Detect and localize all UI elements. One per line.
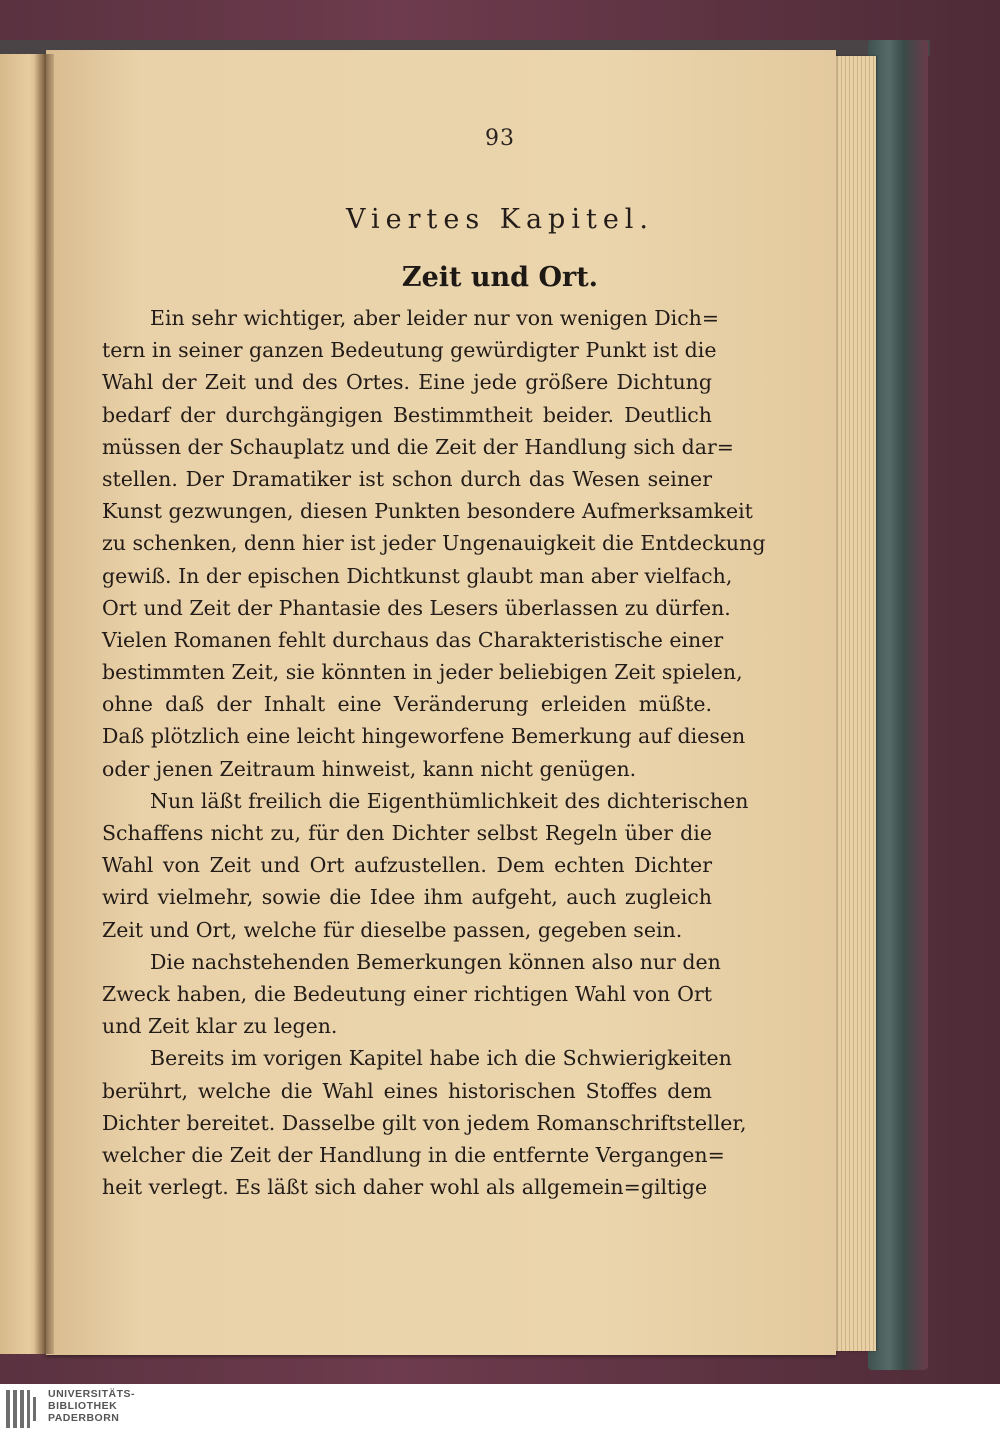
text-line: Die nachstehenden Bemerkungen können also nur den — [150, 949, 721, 974]
text-line: zu schenken, denn hier ist jeder Ungenauigkeit die Entdeckung — [102, 531, 766, 556]
text-line: Daß plötzlich eine leicht hingeworfene Bemerkung auf diesen — [102, 724, 746, 749]
section-title: Zeit und Ort. — [401, 262, 599, 293]
book-gutter-shadow — [34, 54, 54, 1354]
text-line: welcher die Zeit der Handlung in die entfernte Vergangen= — [102, 1142, 725, 1167]
page-stack-edges — [830, 56, 876, 1351]
text-line: Zweck haben, die Bedeutung einer richtigen Wahl von Ort — [102, 981, 712, 1006]
page-number: 93 — [485, 126, 515, 151]
text-line: wird vielmehr, sowie die Idee ihm aufgeht, auch zugleich — [102, 885, 712, 910]
library-footer — [0, 1384, 1000, 1434]
text-line: gewiß. In der epischen Dichtkunst glaubt man aber vielfach, — [102, 563, 733, 588]
text-line: ohne daß der Inhalt eine Veränderung erleiden müßte. — [102, 692, 712, 717]
text-line: Ort und Zeit der Phantasie des Lesers überlassen zu dürfen. — [102, 595, 731, 620]
text-line: Wahl der Zeit und des Ortes. Eine jede größere Dichtung — [102, 370, 712, 395]
chapter-title: Viertes Kapitel. — [345, 204, 655, 235]
text-line: stellen. Der Dramatiker ist schon durch das Wesen seiner — [102, 466, 712, 491]
text-line: Ein sehr wichtiger, aber leider nur von wenigen Dich= — [150, 306, 720, 330]
book-cover-right-edge — [868, 40, 928, 1370]
text-line: Zeit und Ort, welche für dieselbe passen, gegeben sein. — [102, 917, 683, 942]
text-line: heit verlegt. Es läßt sich daher wohl als allgemein=giltige — [102, 1175, 708, 1200]
logo-line-2: BIBLIOTHEK — [48, 1400, 118, 1412]
text-line: müssen der Schauplatz und die Zeit der Handlung sich dar= — [102, 434, 734, 459]
library-logo-text — [48, 1388, 135, 1424]
text-line: Wahl von Zeit und Ort aufzustellen. Dem echten Dichter — [102, 853, 712, 878]
text-line: Kunst gezwungen, diesen Punkten besondere Aufmerksamkeit — [102, 499, 753, 524]
text-line: Nun läßt freilich die Eigenthümlichkeit des dichterischen — [150, 788, 749, 813]
text-line: bedarf der durchgängigen Bestimmtheit beider. Deutlich — [102, 402, 712, 427]
text-line: bestimmten Zeit, sie könnten in jeder beliebigen Zeit spielen, — [102, 660, 743, 685]
body-text — [102, 302, 766, 1203]
text-line: Vielen Romanen fehlt durchaus das Charakteristische einer — [102, 627, 724, 652]
text-line: und Zeit klar zu legen. — [102, 1014, 338, 1039]
text-line: Schaffens nicht zu, für den Dichter selbst Regeln über die — [102, 821, 712, 845]
text-line: Bereits im vorigen Kapitel habe ich die Schwierigkeiten — [150, 1046, 732, 1071]
text-line: tern in seiner ganzen Bedeutung gewürdigter Punkt ist die — [102, 338, 717, 363]
text-line: oder jenen Zeitraum hinweist, kann nicht genügen. — [102, 756, 637, 781]
logo-line-1: UNIVERSITÄTS- — [48, 1388, 136, 1400]
logo-line-3: PADERBORN — [48, 1412, 120, 1424]
text-line: berührt, welche die Wahl eines historischen Stoffes dem — [102, 1078, 712, 1103]
text-line: Dichter bereitet. Dasselbe gilt von jedem Romanschriftsteller, — [102, 1110, 747, 1135]
library-logo-bars-icon — [6, 1390, 38, 1428]
